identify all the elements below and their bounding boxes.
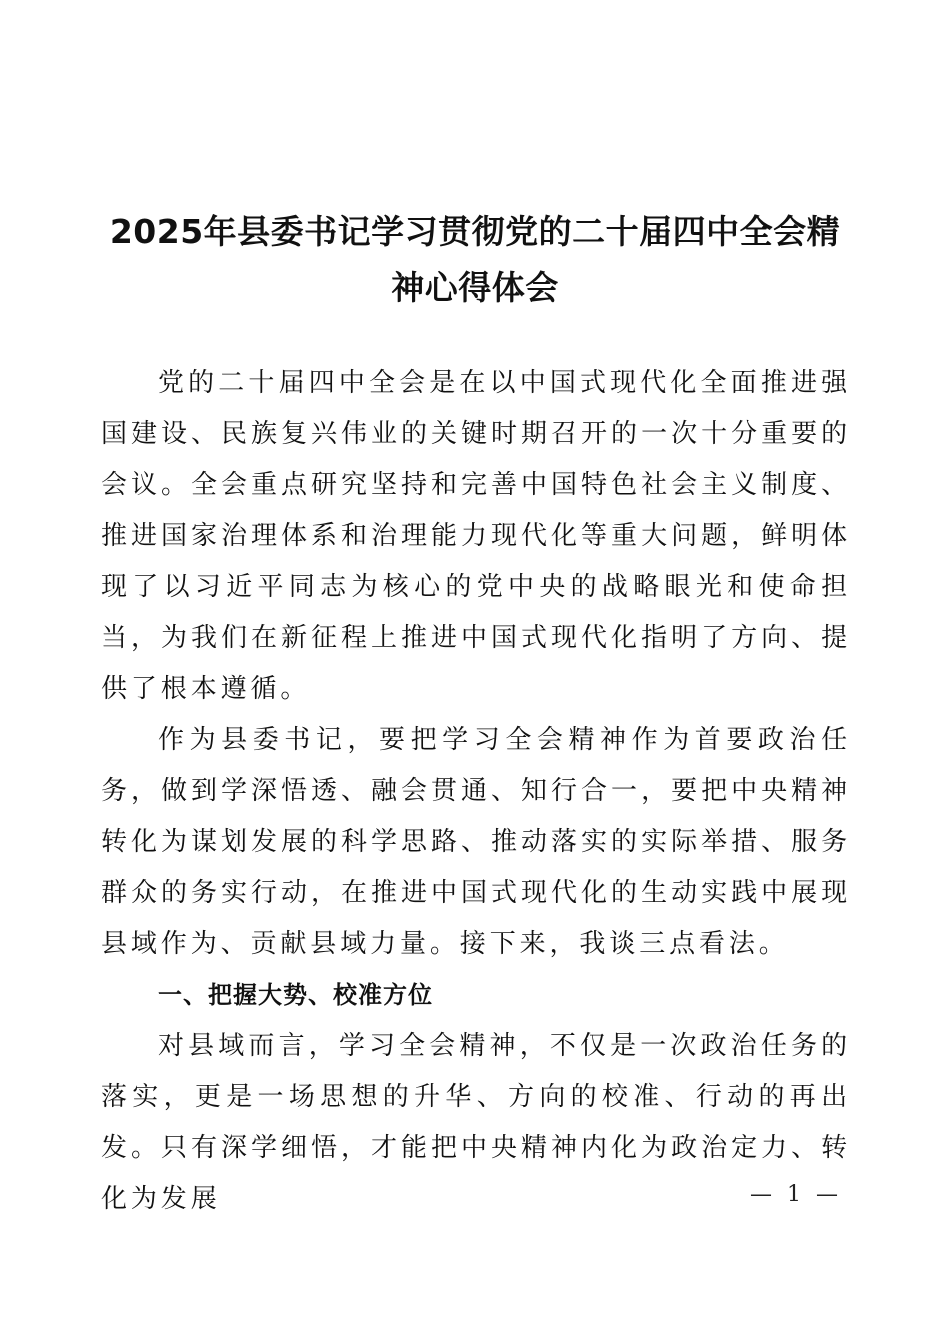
page-number: — 1 —: [750, 1182, 842, 1207]
paragraph-section-1: 对县域而言，学习全会精神，不仅是一次政治任务的落实，更是一场思想的升华、方向的校准、行动的再出发。只有深学细悟，才能把中央精神内化为政治定力、转化为发展: [101, 1031, 851, 1214]
document-body: [101, 358, 851, 1225]
paragraph-role: 作为县委书记，要把学习全会精神作为首要政治任务，做到学深悟透、融会贯通、知行合一，要把中央精神转化为谋划发展的科学思路、推动落实的实际举措、服务群众的务实行动，在推进中国式现代化的生动实践中展现县域作为、贡献县域力量。接下来，我谈三点看法。: [101, 725, 851, 959]
paragraph-intro: 党的二十届四中全会是在以中国式现代化全面推进强国建设、民族复兴伟业的关键时期召开的一次十分重要的会议。全会重点研究坚持和完善中国特色社会主义制度、推进国家治理体系和治理能力现代化等重大问题，鲜明体现了以习近平同志为核心的党中央的战略眼光和使命担当，为我们在新征程上推进中国式现代化指明了方向、提供了根本遵循。: [101, 368, 851, 704]
section-heading-1: 一、把握大势、校准方位: [158, 981, 433, 1009]
document-title: 2025年县委书记学习贯彻党的二十届四中全会精神心得体会: [109, 212, 841, 307]
